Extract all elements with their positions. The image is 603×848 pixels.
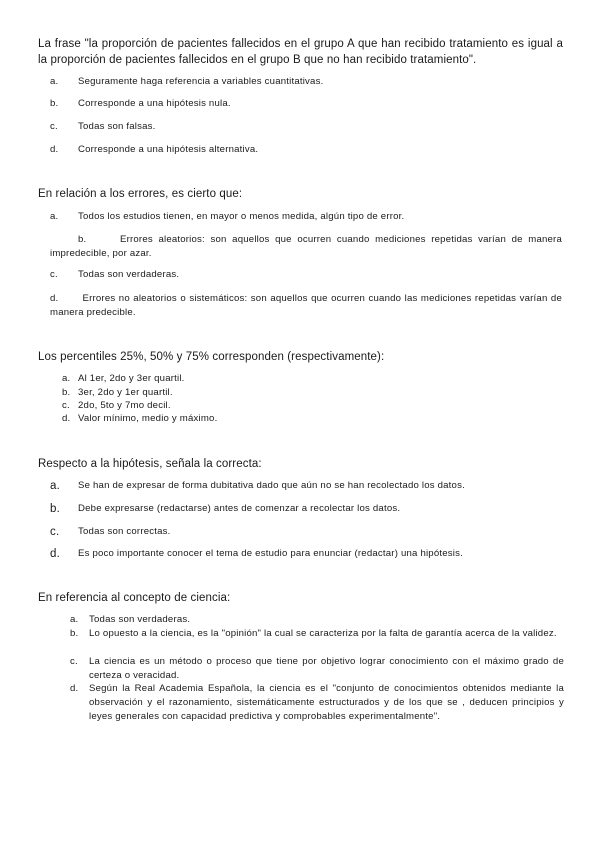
option-letter: a.: [70, 614, 79, 625]
q1-option-c: [50, 120, 560, 134]
option-letter: c.: [70, 656, 78, 667]
q5-option-b: [70, 627, 564, 641]
option-letter: a.: [50, 211, 59, 222]
q1-option-a: [50, 75, 560, 89]
q3-option-a: [62, 372, 542, 386]
question-4-stem: Respecto a la hipótesis, señala la correcta:: [38, 458, 262, 470]
q5-option-d: [70, 682, 564, 724]
q3-option-c: [62, 399, 542, 413]
option-text-with-letter: [50, 292, 562, 320]
q2-option-c: [50, 268, 562, 282]
option-text: Corresponde a una hipótesis alternativa.: [78, 144, 259, 155]
option-text: Seguramente haga referencia a variables cuantitativas.: [78, 76, 324, 87]
q4-option-a: [50, 479, 560, 493]
option-text: 3er, 2do y 1er quartil.: [78, 387, 173, 398]
option-letter: d.: [50, 293, 59, 304]
option-letter: d.: [70, 683, 79, 694]
question-2-stem: En relación a los errores, es cierto que:: [38, 188, 243, 200]
option-letter: b.: [78, 234, 87, 245]
q2-option-b: [50, 233, 562, 261]
q1-option-d: [50, 143, 560, 157]
option-letter: b.: [50, 503, 60, 515]
q3-option-b: [62, 386, 542, 400]
option-text: Según la Real Academia Española, la ciencia es el "conjunto de conocimientos obtenidos mediante la observación y el razonamiento, sistemáticamente estructurados y de los que se , deducen principios y leyes generales con capacidad predictiva y comprobables experimentalmente".: [89, 683, 564, 722]
option-letter: c.: [50, 121, 58, 132]
question-1-stem: La frase "la proporción de pacientes fallecidos en el grupo A que han recibido tratamiento es igual a la proporción de pacientes fallecidos en el grupo B que no han recibido tratamiento".: [38, 38, 563, 66]
q4-option-c: [50, 525, 560, 539]
option-letter: b.: [62, 387, 71, 398]
option-text-with-letter: [50, 233, 562, 261]
option-text: Valor mínimo, medio y máximo.: [78, 413, 218, 424]
option-letter: a.: [62, 373, 71, 384]
q4-option-b: [50, 502, 560, 516]
option-letter: b.: [50, 98, 59, 109]
option-letter: c.: [50, 526, 60, 538]
option-text: Debe expresarse (redactarse) antes de comenzar a recolectar los datos.: [78, 503, 401, 514]
option-text: 2do, 5to y 7mo decil.: [78, 400, 171, 411]
option-text: Se han de expresar de forma dubitativa dado que aún no se han recolectado los datos.: [78, 480, 465, 491]
option-text: Al 1er, 2do y 3er quartil.: [78, 373, 185, 384]
option-letter: b.: [70, 628, 79, 639]
q5-option-a: [70, 613, 564, 627]
q1-option-b: [50, 97, 560, 111]
q4-option-d: [50, 547, 560, 561]
option-text: La ciencia es un método o proceso que tiene por objetivo lograr conocimiento con el máximo grado de certeza o veracidad.: [89, 656, 564, 681]
option-text: Todas son falsas.: [78, 121, 156, 132]
option-text: Todas son verdaderas.: [89, 614, 191, 625]
q2-option-d: [50, 292, 562, 320]
option-letter: c.: [62, 400, 70, 411]
option-text: Lo opuesto a la ciencia, es la "opinión" la cual se caracteriza por la falta de garantía acerca de la validez.: [89, 628, 557, 639]
option-text: Todas son correctas.: [78, 526, 171, 537]
option-text: Errores aleatorios: son aquellos que ocurren cuando mediciones repetidas varían de manera impredecible, por azar.: [50, 234, 562, 259]
question-3-stem: Los percentiles 25%, 50% y 75% corresponden (respectivamente):: [38, 351, 385, 363]
question-5-stem: En referencia al concepto de ciencia:: [38, 592, 231, 604]
option-text: Es poco importante conocer el tema de estudio para enunciar (redactar) una hipótesis.: [78, 548, 463, 559]
option-letter: c.: [50, 269, 58, 280]
option-letter: a.: [50, 480, 60, 492]
option-text: Todos los estudios tienen, en mayor o menos medida, algún tipo de error.: [78, 211, 405, 222]
option-text: Errores no aleatorios o sistemáticos: son aquellos que ocurren cuando las mediciones repetidas varían de manera predecible.: [50, 293, 562, 318]
q3-option-d: [62, 412, 542, 426]
option-letter: a.: [50, 76, 59, 87]
q2-option-a: [50, 210, 562, 224]
option-letter: d.: [50, 548, 60, 560]
option-text: Todas son verdaderas.: [78, 269, 180, 280]
option-letter: d.: [50, 144, 59, 155]
option-letter: d.: [62, 413, 71, 424]
option-text: Corresponde a una hipótesis nula.: [78, 98, 231, 109]
q5-option-c: [70, 655, 564, 683]
